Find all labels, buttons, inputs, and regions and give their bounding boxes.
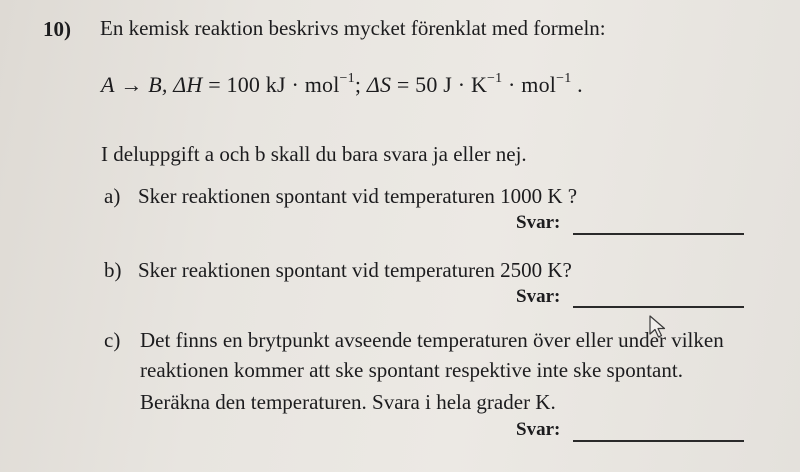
product: B, — [148, 72, 168, 97]
item-a-answer-label: Svar: — [516, 212, 561, 233]
item-b-text: Sker reaktionen spontant vid temperaturen 2500 K? — [138, 258, 572, 282]
reaction-arrow: → — [120, 72, 143, 97]
item-c-answer-line[interactable] — [573, 440, 744, 442]
item-c-text-line-2: reaktionen kommer att ske spontant respektive inte ske spontant. — [140, 358, 683, 382]
item-c-answer-label: Svar: — [516, 419, 561, 440]
formula-separator: ; — [354, 72, 367, 97]
enthalpy-exponent: −1 — [339, 71, 355, 86]
item-a-answer-line[interactable] — [573, 233, 744, 235]
item-c-text-line-1: Det finns en brytpunkt avseende temperaturen över eller under vilken — [140, 328, 724, 352]
reaction-formula — [101, 72, 583, 98]
item-b-answer-line[interactable] — [573, 306, 744, 308]
enthalpy-symbol: ΔH — [173, 72, 203, 97]
enthalpy-value: = 100 kJ · mol — [202, 72, 340, 97]
instruction-text: I deluppgift a och b skall du bara svara ja eller nej. — [101, 142, 527, 166]
entropy-mol: · mol — [502, 72, 557, 97]
question-number: 10) — [43, 17, 71, 41]
entropy-exponent-mol: −1 — [556, 71, 572, 86]
item-a-label: a) — [104, 184, 121, 208]
item-a-text: Sker reaktionen spontant vid temperaturen 1000 K ? — [138, 184, 578, 208]
mouse-pointer-icon — [648, 314, 668, 340]
item-b-answer-label: Svar: — [516, 286, 561, 307]
formula-end: . — [571, 72, 583, 97]
entropy-value: = 50 J · K — [391, 72, 488, 97]
entropy-exponent-k: −1 — [487, 71, 503, 86]
question-intro: En kemisk reaktion beskrivs mycket förenklat med formeln: — [100, 16, 606, 40]
reactant: A — [101, 72, 115, 97]
item-c-label: c) — [104, 328, 121, 352]
item-c-text-line-3: Beräkna den temperaturen. Svara i hela grader K. — [140, 390, 556, 414]
entropy-symbol: ΔS — [366, 72, 392, 97]
item-b-label: b) — [104, 258, 122, 282]
